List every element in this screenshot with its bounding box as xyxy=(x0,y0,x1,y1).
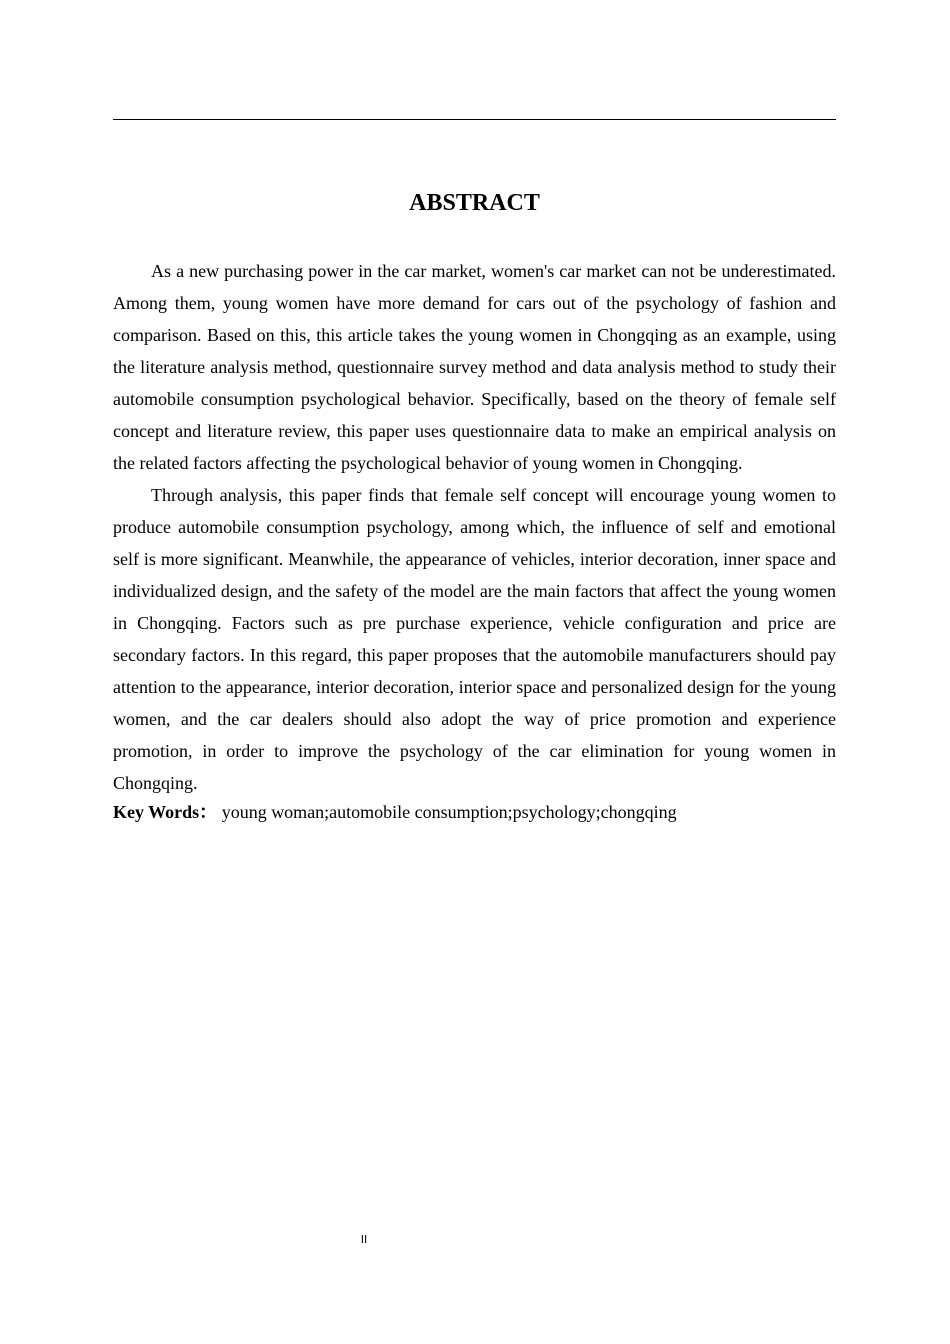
abstract-paragraph-2: Through analysis, this paper finds that female self concept will encourage young women to produce automobile consumption psychology, among which, the influence of self and emotional self is more significant. Meanwhile, the appearance of vehicles, interior decoration, inner space and individualized design, and the safety of the model are the main factors that affect the young women in Chongqing. Factors such as pre purchase experience, vehicle configuration and price are secondary factors. In this regard, this paper proposes that the automobile manufacturers should pay attention to the appearance, interior decoration, interior space and personalized design for the young women, and the car dealers should also adopt the way of price promotion and experience promotion, in order to improve the psychology of the car elimination for young women in Chongqing. xyxy=(113,485,836,793)
keywords-line xyxy=(113,799,836,825)
abstract-title: ABSTRACT xyxy=(409,190,540,216)
abstract-paragraph-1: As a new purchasing power in the car market, women's car market can not be underestimated. Among them, young women have more demand for cars out of the psychology of fashion and comparison. Based on this, this article takes the young women in Chongqing as an example, using the literature analysis method, questionnaire survey method and data analysis method to study their automobile consumption psychological behavior. Specifically, based on the theory of female self concept and literature review, this paper uses questionnaire data to make an empirical analysis on the related factors affecting the psychological behavior of young women in Chongqing. xyxy=(113,261,836,473)
abstract-body xyxy=(113,255,836,825)
keywords-label: Key Words： xyxy=(113,802,218,822)
header-rule xyxy=(113,119,836,120)
keywords-value: young woman;automobile consumption;psychology;chongqing xyxy=(221,802,677,822)
page-number: II xyxy=(360,1233,368,1246)
